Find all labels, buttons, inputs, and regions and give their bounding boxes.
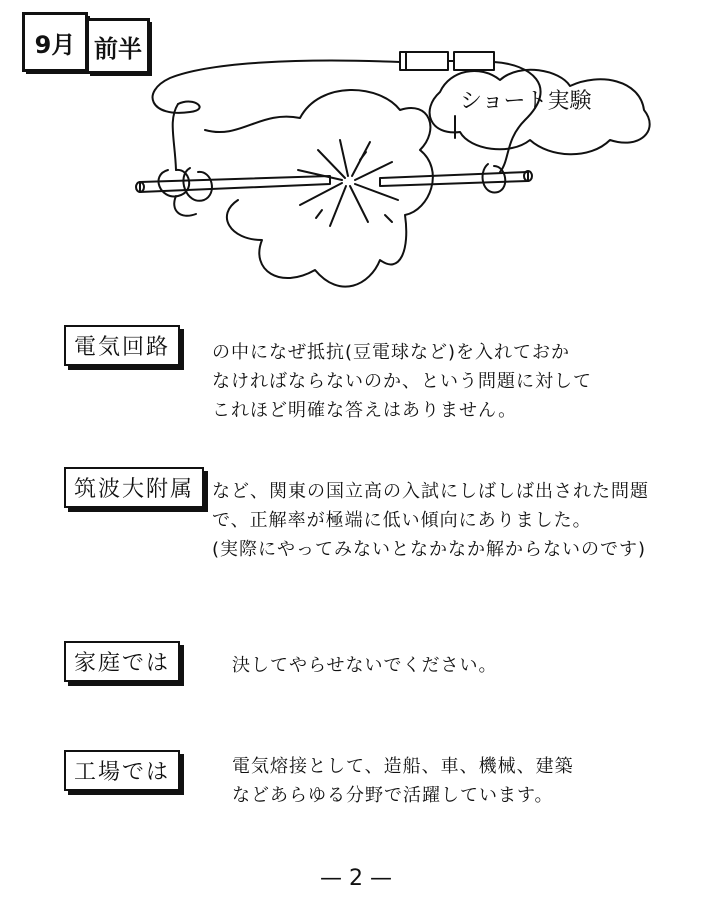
section-label-tsukuba: 筑波大附属 — [64, 467, 204, 508]
page-number: — 2 — — [320, 866, 392, 891]
section-label-factory: 工場では — [64, 750, 180, 791]
illustration-caption: ショート実験 — [460, 89, 592, 114]
section-label-electric-circuit: 電気回路 — [64, 325, 180, 366]
section-text-factory — [232, 752, 574, 810]
text-line: 決してやらせないでください。 — [232, 655, 498, 676]
text-line: (実際にやってみないとなかなか解からないのです) — [212, 539, 647, 560]
text-line: 電気熔接として、造船、車、機械、建築 — [232, 756, 574, 777]
text-line: などあらゆる分野で活躍しています。 — [232, 785, 554, 806]
section-text-tsukuba — [212, 477, 649, 564]
short-circuit-illustration — [0, 0, 712, 320]
text-line: で、正解率が極端に低い傾向にありました。 — [212, 510, 592, 531]
text-line: なければならないのか、という問題に対して — [212, 371, 592, 392]
half-label: 前半 — [86, 18, 150, 74]
text-line: これほど明確な答えはありません。 — [212, 400, 518, 421]
spark-icon — [298, 140, 398, 226]
text-line: など、関東の国立高の入試にしばしば出された問題 — [212, 481, 649, 502]
left-electrode-rod — [140, 176, 330, 192]
text-line: の中になぜ抵抗(豆電球など)を入れておか — [212, 342, 571, 363]
month-label: 9月 — [22, 12, 88, 72]
section-label-home: 家庭では — [64, 641, 180, 682]
left-wire — [153, 61, 400, 113]
section-text-electric-circuit — [212, 338, 592, 425]
battery-icon — [400, 52, 448, 70]
section-text-home — [232, 651, 497, 680]
